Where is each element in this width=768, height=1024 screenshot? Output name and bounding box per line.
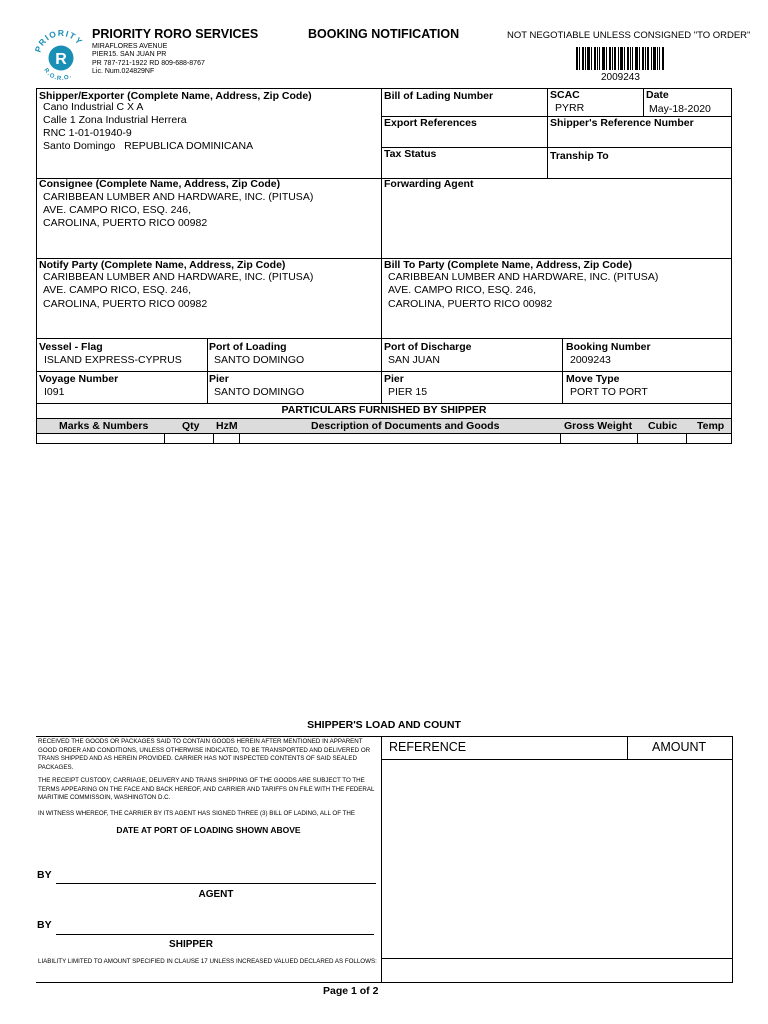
divider	[547, 88, 548, 178]
tranship-to-label: Tranship To	[550, 150, 609, 162]
page-label: Page 1 of 2	[323, 985, 379, 997]
bill-to-party-label: Bill To Party (Complete Name, Address, Zip Code)	[384, 259, 632, 271]
particulars-title: PARTICULARS FURNISHED BY SHIPPER	[281, 404, 487, 416]
barcode-number: 2009243	[601, 72, 640, 83]
shipper-sign-label: SHIPPER	[169, 939, 213, 950]
vessel-label: Vessel - Flag	[39, 341, 103, 353]
divider	[627, 736, 628, 759]
date-label: Date	[646, 89, 669, 101]
notify-party-line: CARIBBEAN LUMBER AND HARDWARE, INC. (PITUSA)	[43, 271, 314, 283]
bill-to-party-line: CARIBBEAN LUMBER AND HARDWARE, INC. (PITUSA)	[388, 271, 659, 283]
pier-loading-label: Pier	[209, 373, 229, 385]
divider	[36, 338, 732, 339]
divider	[381, 759, 733, 760]
consignee-line: CARIBBEAN LUMBER AND HARDWARE, INC. (PITUSA)	[43, 191, 314, 203]
bill-to-party-line: CAROLINA, PUERTO RICO 00982	[388, 298, 553, 310]
date-value: May-18-2020	[649, 103, 711, 115]
negotiable-note: NOT NEGOTIABLE UNLESS CONSIGNED "TO ORDER"	[507, 30, 751, 41]
forwarding-agent-label: Forwarding Agent	[384, 178, 474, 190]
vessel-value: ISLAND EXPRESS-CYPRUS	[44, 354, 182, 366]
svg-text:R: R	[55, 51, 67, 68]
shipper-line: Calle 1 Zona Industrial Herrera	[43, 114, 187, 126]
logo-text-top: PRIORITY	[33, 27, 85, 54]
load-count-title: SHIPPER'S LOAD AND COUNT	[307, 719, 461, 731]
divider	[207, 338, 208, 403]
bill-of-lading-label: Bill of Lading Number	[384, 90, 494, 102]
port-of-discharge-value: SAN JUAN	[388, 354, 440, 366]
move-type-label: Move Type	[566, 373, 620, 385]
port-of-loading-label: Port of Loading	[209, 341, 287, 353]
bill-to-party-line: AVE. CAMPO RICO, ESQ. 246,	[388, 284, 537, 296]
pier-discharge-value: PIER 15	[388, 386, 428, 398]
consignee-line: AVE. CAMPO RICO, ESQ. 246,	[43, 204, 192, 216]
voyage-value: I091	[44, 386, 65, 398]
column-header-qty: Qty	[182, 420, 200, 432]
pier-discharge-label: Pier	[384, 373, 404, 385]
address-line: MIRAFLORES AVENUE	[92, 43, 168, 50]
shipper-signature-line	[56, 934, 374, 935]
terms-paragraph: IN WITNESS WHEREOF, THE CARRIER BY ITS AGENT HAS SIGNED THREE (3) BILL OF LADING, ALL OF THE	[38, 810, 355, 817]
booking-number-label: Booking Number	[566, 341, 651, 353]
move-type-value: PORT TO PORT	[570, 386, 648, 398]
divider	[36, 371, 732, 372]
divider	[637, 433, 638, 444]
divider	[213, 433, 214, 444]
logo-text-bottom: R.O.R.O.	[42, 67, 74, 83]
divider	[560, 433, 561, 444]
port-of-loading-value: SANTO DOMINGO	[214, 354, 305, 366]
column-header-cubic: Cubic	[648, 420, 678, 432]
by-agent-label: BY	[37, 869, 52, 881]
notify-party-line: CAROLINA, PUERTO RICO 00982	[43, 298, 208, 310]
shipper-line: Santo Domingo REPUBLICA DOMINICANA	[43, 140, 254, 152]
terms-paragraph: RECEIVED THE GOODS OR PACKAGES SAID TO CONTAIN GOODS HEREIN AFTER MENTIONED IN APPARENT GOOD ORDER AND CONDITIONS, UNLESS OTHERWISE INDICATED, TO BE TRANSPORTED AND DELIVERED OR TRANS SHIPPED AND AS HEREIN PROVIDED. CARRIER HAS NOT INSPECTED CONTENTS OF SAID SEALED PACKAGES.	[38, 738, 371, 771]
shipper-line: RNC 1-01-01940-9	[43, 127, 132, 139]
notify-party-line: AVE. CAMPO RICO, ESQ. 246,	[43, 284, 192, 296]
column-header-description: Description of Documents and Goods	[311, 420, 500, 432]
column-header-marks: Marks & Numbers	[59, 420, 149, 432]
company-name: PRIORITY RORO SERVICES	[92, 27, 259, 41]
terms-paragraph: THE RECEIPT CUSTODY, CARRIAGE, DELIVERY AND TRANS SHIPPING OF THE GOODS ARE SUBJECT TO THE TERMS APPEARING ON THE FACE AND BACK HEREOF, AND CARRIER AND TARIFFS ON FILE WITH THE FEDERAL MARITIME COMMISSOIN, WASHINGTON D.C.	[38, 777, 375, 802]
divider	[36, 433, 732, 434]
pier-loading-value: SANTO DOMINGO	[214, 386, 305, 398]
liability-note: LIABILITY LIMITED TO AMOUNT SPECIFIED IN CLAUSE 17 UNLESS INCREASED VALUED DECLARED AS FOLLOWS:	[38, 958, 377, 965]
company-address	[92, 43, 205, 77]
column-header-temp: Temp	[697, 420, 725, 432]
port-of-discharge-label: Port of Discharge	[384, 341, 472, 353]
divider	[562, 338, 563, 403]
shipper-line: Cano Industrial C X A	[43, 101, 144, 113]
address-line: Lic. Num.024829NF	[92, 68, 155, 76]
address-line: PIER15. SAN JUAN PR	[92, 51, 167, 59]
amount-header: AMOUNT	[652, 740, 707, 754]
divider	[381, 88, 382, 403]
export-references-label: Export References	[384, 117, 477, 129]
voyage-label: Voyage Number	[39, 373, 119, 385]
divider	[239, 433, 240, 444]
agent-signature-line	[56, 883, 376, 884]
date-at-port-label: DATE AT PORT OF LOADING SHOWN ABOVE	[116, 825, 301, 835]
divider	[381, 958, 733, 959]
booking-number-value: 2009243	[570, 354, 611, 366]
column-header-hzm: HzM	[216, 420, 238, 432]
divider	[686, 433, 687, 444]
by-shipper-label: BY	[37, 919, 52, 931]
scac-value: PYRR	[555, 102, 585, 114]
divider	[381, 736, 382, 983]
scac-label: SCAC	[550, 89, 580, 101]
barcode	[576, 47, 664, 70]
tax-status-label: Tax Status	[384, 148, 437, 160]
shipper-label: Shipper/Exporter (Complete Name, Address, Zip Code)	[39, 90, 312, 102]
notify-party-label: Notify Party (Complete Name, Address, Zip Code)	[39, 259, 286, 271]
doc-title: BOOKING NOTIFICATION	[308, 27, 460, 41]
agent-label: AGENT	[198, 889, 234, 900]
column-header-gross-weight: Gross Weight	[564, 420, 633, 432]
consignee-line: CAROLINA, PUERTO RICO 00982	[43, 217, 208, 229]
divider	[643, 88, 644, 116]
company-logo	[33, 27, 89, 83]
address-line: PR 787-721-1922 RD 809-688-8767	[92, 59, 205, 67]
shipper-reference-label: Shipper's Reference Number	[550, 117, 694, 129]
reference-header: REFERENCE	[389, 740, 467, 754]
divider	[164, 433, 165, 444]
consignee-label: Consignee (Complete Name, Address, Zip Code)	[39, 178, 281, 190]
